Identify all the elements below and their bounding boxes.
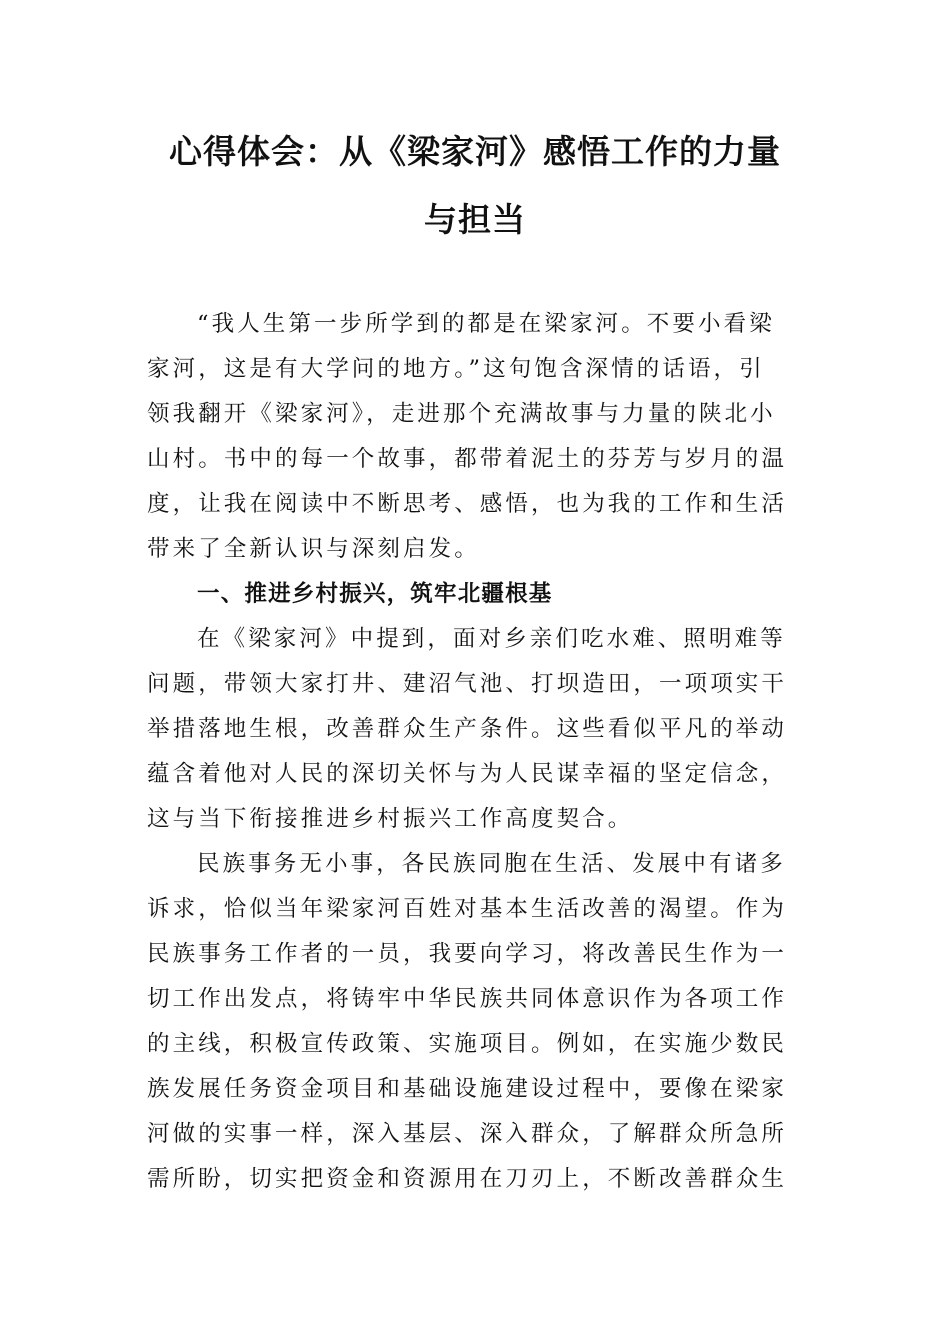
paragraph-2-line: 在《梁家河》中提到，面对乡亲们吃水难、照明难等: [197, 626, 786, 652]
paragraph-1-line: 山村。书中的每一个故事，都带着泥土的芬芳与岁月的温: [147, 446, 788, 472]
paragraph-3-line: 河做的实事一样，深入基层、深入群众，了解群众所急所: [147, 1121, 788, 1147]
document-body: [147, 302, 807, 1202]
paragraph-3-line: 民族事务无小事，各民族同胞在生活、发展中有诸多: [197, 851, 786, 877]
paragraph-1-line: 家河，这是有大学问的地方。”这句饱含深情的话语，引: [147, 356, 765, 382]
title-line-1: 心得体会：从《梁家河》感悟工作的力量: [169, 132, 781, 171]
paragraph-3-line: 需所盼，切实把资金和资源用在刀刃上，不断改善群众生: [147, 1166, 788, 1192]
paragraph-2-line: 问题，带领大家打井、建沼气池、打坝造田，一项项实干: [147, 671, 788, 697]
paragraph-3-line: 诉求，恰似当年梁家河百姓对基本生活改善的渴望。作为: [147, 896, 788, 922]
paragraph-2-line: 蕴含着他对人民的深切关怀与为人民谋幸福的坚定信念，: [147, 761, 788, 787]
paragraph-3-line: 的主线，积极宣传政策、实施项目。例如，在实施少数民: [147, 1031, 788, 1057]
paragraph-1-line: “我人生第一步所学到的都是在梁家河。不要小看梁: [197, 311, 775, 337]
paragraph-1-line: 领我翻开《梁家河》，走进那个充满故事与力量的陕北小: [147, 401, 776, 427]
paragraph-2-line: 举措落地生根，改善群众生产条件。这些看似平凡的举动: [147, 716, 788, 742]
paragraph-1-line: 度，让我在阅读中不断思考、感悟，也为我的工作和生活: [147, 491, 788, 517]
section-heading-1: 一、推进乡村振兴，筑牢北疆根基: [197, 581, 553, 607]
paragraph-3-line: 民族事务工作者的一员，我要向学习，将改善民生作为一: [147, 941, 788, 967]
paragraph-3-line: 族发展任务资金项目和基础设施建设过程中，要像在梁家: [147, 1076, 788, 1102]
paragraph-1-line: 带来了全新认识与深刻启发。: [147, 536, 480, 562]
title-line-2: 与担当: [424, 200, 526, 239]
paragraph-2-line: 这与当下衔接推进乡村振兴工作高度契合。: [147, 806, 634, 832]
paragraph-3-line: 切工作出发点，将铸牢中华民族共同体意识作为各项工作: [147, 986, 788, 1012]
document-title: [120, 118, 830, 254]
